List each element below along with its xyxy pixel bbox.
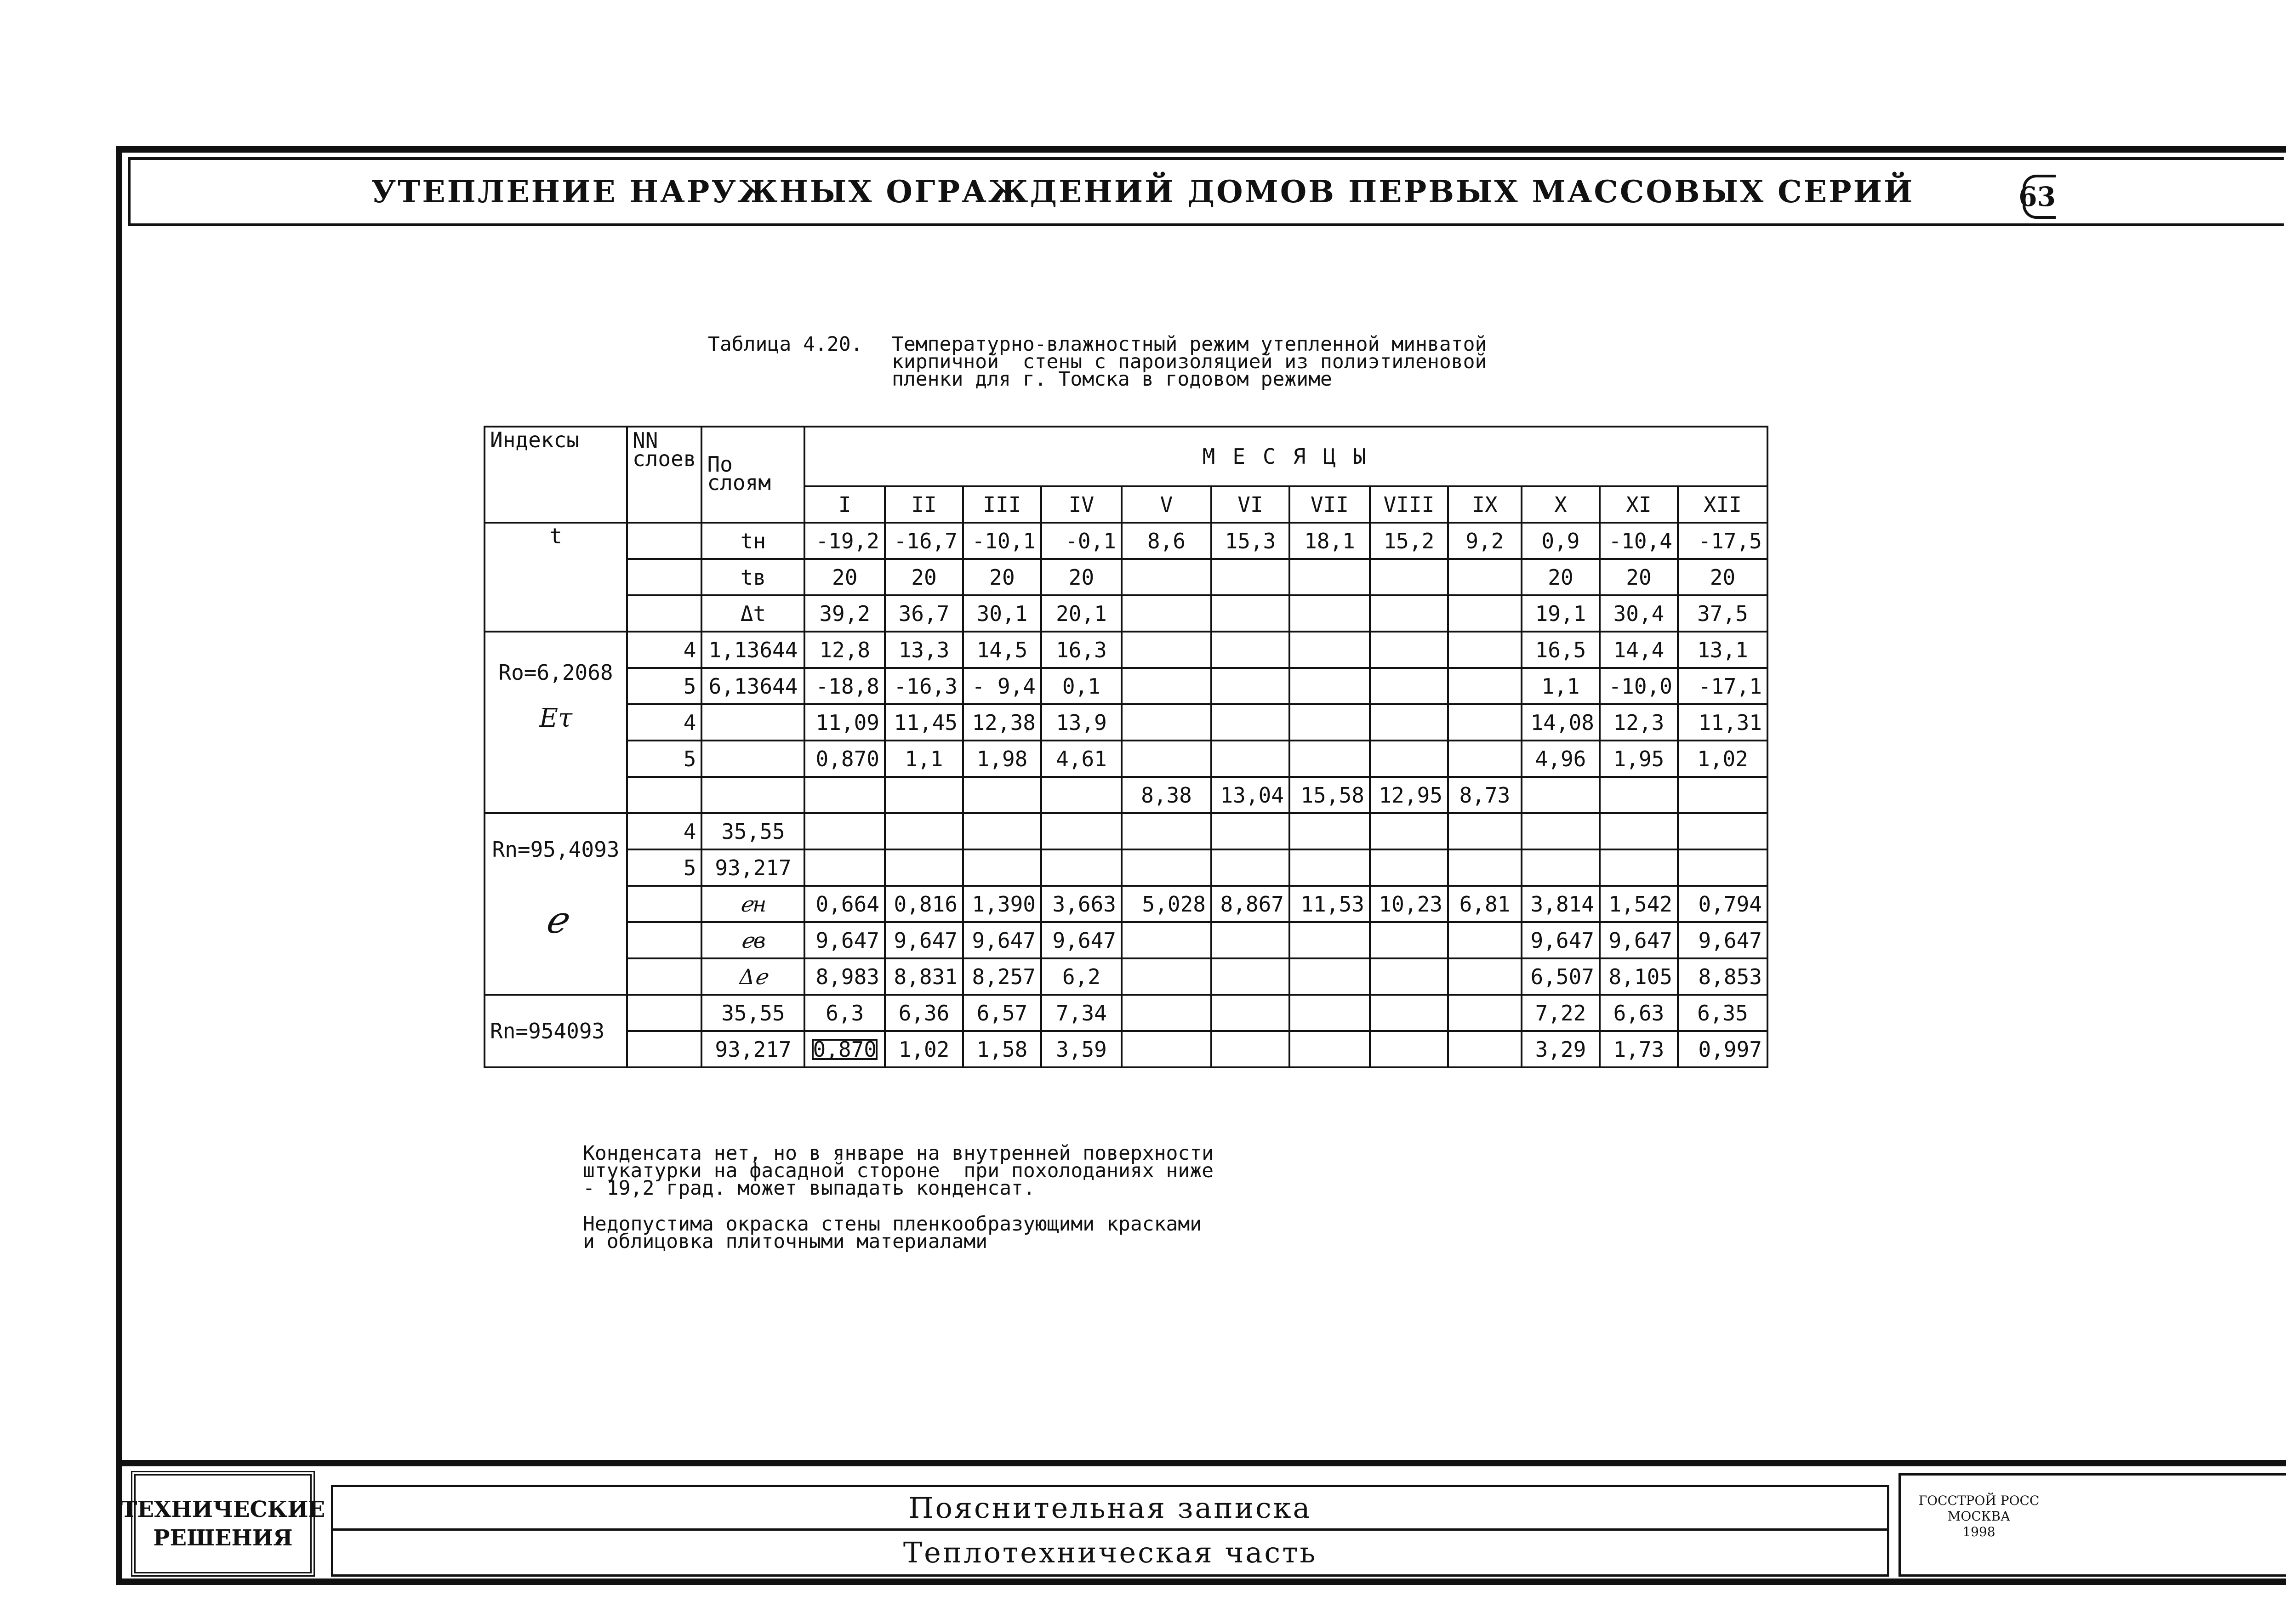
table-caption-label: Таблица 4.20. <box>708 333 863 356</box>
page-title: УТЕПЛЕНИЕ НАРУЖНЫХ ОГРАЖДЕНИЙ ДОМОВ ПЕРВЫХ МАССОВЫХ СЕРИЙ <box>371 174 1915 210</box>
tech-stamp-line1: ТЕХНИЧЕСКИЕ <box>120 1497 325 1522</box>
value-cell <box>1448 849 1522 886</box>
value-cell: 11,45 <box>885 704 963 741</box>
value-cell <box>1448 595 1522 632</box>
value-cell <box>1211 741 1289 777</box>
value-cell <box>1370 1031 1448 1067</box>
by-layer-cell <box>701 704 804 741</box>
table-row <box>485 741 1767 777</box>
value-cell <box>1289 704 1370 741</box>
value-cell: 30,4 <box>1600 595 1678 632</box>
value-cell: 20 <box>804 559 884 595</box>
header-by-line2: слоям <box>707 470 771 495</box>
value-cell: 1,02 <box>1678 741 1767 777</box>
data-table <box>484 426 1768 1068</box>
value-cell <box>1600 813 1678 849</box>
value-cell: 20 <box>1041 559 1122 595</box>
group-label: Eτ <box>539 703 572 733</box>
table-caption <box>708 333 1487 391</box>
value-cell <box>1211 849 1289 886</box>
value-cell <box>1289 559 1370 595</box>
value-cell: -0,1 <box>1041 523 1122 559</box>
group-label: Rn=954093 <box>490 1019 605 1043</box>
value-cell <box>1448 813 1522 849</box>
value-cell: 3,814 <box>1522 886 1600 922</box>
value-cell: 4,61 <box>1041 741 1122 777</box>
value-cell: -10,4 <box>1600 523 1678 559</box>
by-layer-cell <box>701 777 804 813</box>
month-header: VI <box>1211 486 1289 523</box>
value-cell: 8,6 <box>1122 523 1211 559</box>
by-layer-cell: 35,55 <box>701 995 804 1031</box>
by-layer-cell: tн <box>701 523 804 559</box>
header-title-box <box>128 157 2284 226</box>
value-cell: 11,31 <box>1678 704 1767 741</box>
value-cell: 8,853 <box>1678 958 1767 995</box>
month-header: II <box>885 486 963 523</box>
layer-cell: 4 <box>627 813 701 849</box>
value-cell: 8,983 <box>804 958 884 995</box>
value-cell: 8,831 <box>885 958 963 995</box>
value-cell: 1,98 <box>963 741 1041 777</box>
value-cell: -10,1 <box>963 523 1041 559</box>
value-cell <box>1448 668 1522 704</box>
value-cell: 9,647 <box>1600 922 1678 958</box>
value-cell <box>1122 559 1211 595</box>
value-cell <box>1211 704 1289 741</box>
by-layer-cell: 1,13644 <box>701 632 804 668</box>
footer-title-block <box>331 1485 1889 1577</box>
value-cell <box>1122 704 1211 741</box>
highlighted-value: 0,870 <box>810 1037 879 1062</box>
value-cell <box>1289 595 1370 632</box>
group-t <box>485 523 627 632</box>
tech-solutions-stamp <box>120 1471 325 1577</box>
note-painting <box>583 1213 1214 1253</box>
header-by-layers <box>701 427 804 523</box>
value-cell: - 9,4 <box>963 668 1041 704</box>
value-cell: 13,9 <box>1041 704 1122 741</box>
month-header: X <box>1522 486 1600 523</box>
value-cell: 7,34 <box>1041 995 1122 1031</box>
value-cell: 20 <box>963 559 1041 595</box>
value-cell <box>1522 849 1600 886</box>
value-cell: 19,1 <box>1522 595 1600 632</box>
value-cell: 1,1 <box>885 741 963 777</box>
value-cell <box>1122 958 1211 995</box>
value-cell: 6,36 <box>885 995 963 1031</box>
value-cell <box>963 813 1041 849</box>
table-row <box>485 886 1767 922</box>
value-cell: 5,028 <box>1122 886 1211 922</box>
value-cell: 20 <box>1678 559 1767 595</box>
value-cell <box>1522 813 1600 849</box>
by-layer-cell: Δℯ <box>701 958 804 995</box>
group-ro-e-tau <box>485 632 627 813</box>
value-cell <box>1448 995 1522 1031</box>
value-cell: 11,09 <box>804 704 884 741</box>
layer-cell <box>627 922 701 958</box>
value-cell: 12,38 <box>963 704 1041 741</box>
note-line: Недопустима окраска стены пленкообразующими красками <box>583 1213 1202 1236</box>
value-cell: 1,02 <box>885 1031 963 1067</box>
value-cell <box>1370 595 1448 632</box>
value-cell: -18,8 <box>804 668 884 704</box>
layer-cell <box>627 595 701 632</box>
value-cell <box>1211 559 1289 595</box>
value-cell <box>1211 958 1289 995</box>
value-cell <box>1122 813 1211 849</box>
layer-cell: 5 <box>627 741 701 777</box>
value-cell: 20 <box>1522 559 1600 595</box>
layer-cell <box>627 559 701 595</box>
value-cell <box>1370 668 1448 704</box>
value-cell <box>1122 632 1211 668</box>
value-cell <box>1041 849 1122 886</box>
value-cell: 0,997 <box>1678 1031 1767 1067</box>
value-cell <box>1448 958 1522 995</box>
value-cell: 15,2 <box>1370 523 1448 559</box>
value-cell <box>1370 849 1448 886</box>
header-by-line1: По <box>707 452 733 477</box>
value-cell <box>1289 1031 1370 1067</box>
value-cell <box>1122 595 1211 632</box>
value-cell: 0,794 <box>1678 886 1767 922</box>
month-header: V <box>1122 486 1211 523</box>
layer-cell: 4 <box>627 704 701 741</box>
value-cell: -16,7 <box>885 523 963 559</box>
value-cell <box>804 1031 884 1067</box>
value-cell <box>1211 595 1289 632</box>
value-cell: 37,5 <box>1678 595 1767 632</box>
value-cell <box>1448 922 1522 958</box>
value-cell <box>1370 559 1448 595</box>
value-cell: 0,1 <box>1041 668 1122 704</box>
table-caption-line3: пленки для г. Томска в годовом режиме <box>892 368 1332 391</box>
footer-title-thermal: Теплотехническая часть <box>903 1536 1317 1569</box>
table-row <box>485 922 1767 958</box>
by-layer-cell: ℯв <box>701 922 804 958</box>
table-row <box>485 559 1767 595</box>
group-rn-e <box>485 813 627 995</box>
value-cell <box>1289 958 1370 995</box>
value-cell <box>1041 813 1122 849</box>
note-line: штукатурки на фасадной стороне при похолоданиях ниже <box>583 1159 1214 1182</box>
group-label: Ro=6,2068 <box>498 660 613 685</box>
note-line: Конденсата нет, но в январе на внутренней поверхности <box>583 1142 1214 1165</box>
value-cell: 6,81 <box>1448 886 1522 922</box>
value-cell: 36,7 <box>885 595 963 632</box>
value-cell: 12,3 <box>1600 704 1678 741</box>
month-header: XII <box>1678 486 1767 523</box>
value-cell <box>1600 849 1678 886</box>
by-layer-cell <box>701 741 804 777</box>
value-cell: 1,95 <box>1600 741 1678 777</box>
value-cell: 6,3 <box>804 995 884 1031</box>
table-row <box>485 595 1767 632</box>
layer-cell <box>627 777 701 813</box>
value-cell: -16,3 <box>885 668 963 704</box>
value-cell: 9,647 <box>885 922 963 958</box>
layer-cell <box>627 523 701 559</box>
value-cell <box>963 777 1041 813</box>
header-indexes: Индексы <box>485 427 627 523</box>
value-cell: 12,95 <box>1370 777 1448 813</box>
table-caption-line2: кирпичной стены с пароизоляцией из полиэтиленовой <box>892 350 1487 373</box>
value-cell <box>804 777 884 813</box>
group-label: t <box>549 524 562 548</box>
table-row <box>485 777 1767 813</box>
value-cell: 39,2 <box>804 595 884 632</box>
org-city: МОСКВА <box>1947 1509 2011 1524</box>
value-cell: 9,647 <box>963 922 1041 958</box>
layer-cell <box>627 958 701 995</box>
value-cell: 9,647 <box>804 922 884 958</box>
value-cell: 8,38 <box>1122 777 1211 813</box>
value-cell <box>885 813 963 849</box>
value-cell <box>885 777 963 813</box>
value-cell: 16,3 <box>1041 632 1122 668</box>
value-cell <box>1211 922 1289 958</box>
month-header: VIII <box>1370 486 1448 523</box>
value-cell: 12,8 <box>804 632 884 668</box>
value-cell: 8,257 <box>963 958 1041 995</box>
value-cell: 7,22 <box>1522 995 1600 1031</box>
month-header: III <box>963 486 1041 523</box>
header-layers-line2: слоев <box>633 446 696 471</box>
value-cell <box>1122 849 1211 886</box>
value-cell: 1,1 <box>1522 668 1600 704</box>
group-label: Rn=95,4093 <box>492 837 620 862</box>
value-cell <box>1041 777 1122 813</box>
note-line: и облицовка плиточными материалами <box>583 1230 988 1253</box>
by-layer-cell: tв <box>701 559 804 595</box>
value-cell: 1,58 <box>963 1031 1041 1067</box>
value-cell: 20 <box>885 559 963 595</box>
value-cell: 18,1 <box>1289 523 1370 559</box>
table-row <box>485 704 1767 741</box>
value-cell: 14,4 <box>1600 632 1678 668</box>
value-cell: 6,35 <box>1678 995 1767 1031</box>
month-header: I <box>804 486 884 523</box>
value-cell: 13,04 <box>1211 777 1289 813</box>
note-line: - 19,2 град. может выпадать конденсат. <box>583 1177 1035 1200</box>
value-cell: 1,542 <box>1600 886 1678 922</box>
table-row <box>485 1031 1767 1067</box>
value-cell: 20,1 <box>1041 595 1122 632</box>
value-cell: 9,647 <box>1678 922 1767 958</box>
value-cell: 1,390 <box>963 886 1041 922</box>
value-cell <box>804 849 884 886</box>
value-cell <box>1370 632 1448 668</box>
value-cell <box>1211 668 1289 704</box>
layer-cell <box>627 1031 701 1067</box>
value-cell: 13,3 <box>885 632 963 668</box>
value-cell <box>1522 777 1600 813</box>
value-cell <box>1122 922 1211 958</box>
table-row <box>485 849 1767 886</box>
value-cell: 15,3 <box>1211 523 1289 559</box>
value-cell: 0,870 <box>804 741 884 777</box>
value-cell: 8,73 <box>1448 777 1522 813</box>
value-cell <box>1370 995 1448 1031</box>
value-cell: -17,1 <box>1678 668 1767 704</box>
value-cell: 16,5 <box>1522 632 1600 668</box>
value-cell <box>1448 632 1522 668</box>
value-cell: 15,58 <box>1289 777 1370 813</box>
value-cell: 10,23 <box>1370 886 1448 922</box>
header-layers <box>627 427 701 523</box>
value-cell <box>1370 704 1448 741</box>
org-name: ГОССТРОЙ РОСС <box>1918 1493 2040 1508</box>
tech-stamp-line2: РЕШЕНИЯ <box>153 1525 293 1551</box>
value-cell <box>1211 995 1289 1031</box>
value-cell: 6,507 <box>1522 958 1600 995</box>
month-header: XI <box>1600 486 1678 523</box>
value-cell <box>1122 668 1211 704</box>
header-months: МЕСЯЦЫ <box>804 427 1767 486</box>
value-cell <box>1448 1031 1522 1067</box>
value-cell <box>1370 741 1448 777</box>
month-header: IV <box>1041 486 1122 523</box>
value-cell: 20 <box>1600 559 1678 595</box>
value-cell <box>1678 777 1767 813</box>
by-layer-cell: Δt <box>701 595 804 632</box>
value-cell <box>1122 741 1211 777</box>
group-rn2 <box>485 995 627 1067</box>
value-cell <box>1211 632 1289 668</box>
layer-cell <box>627 886 701 922</box>
value-cell: 13,1 <box>1678 632 1767 668</box>
value-cell: 8,867 <box>1211 886 1289 922</box>
layer-cell <box>627 995 701 1031</box>
value-cell: 4,96 <box>1522 741 1600 777</box>
layer-cell: 5 <box>627 849 701 886</box>
table-row <box>485 995 1767 1031</box>
page-number: 63 <box>2023 175 2056 219</box>
value-cell: 0,9 <box>1522 523 1600 559</box>
layer-cell: 5 <box>627 668 701 704</box>
month-header: VII <box>1289 486 1370 523</box>
value-cell: 6,57 <box>963 995 1041 1031</box>
table-row <box>485 813 1767 849</box>
value-cell <box>963 849 1041 886</box>
table-row <box>485 523 1767 559</box>
value-cell: 9,2 <box>1448 523 1522 559</box>
value-cell: 6,63 <box>1600 995 1678 1031</box>
value-cell: 0,816 <box>885 886 963 922</box>
value-cell: 9,647 <box>1041 922 1122 958</box>
value-cell <box>804 813 884 849</box>
value-cell <box>1289 922 1370 958</box>
value-cell: -19,2 <box>804 523 884 559</box>
table-row <box>485 632 1767 668</box>
footer-title-explanatory: Пояснительная записка <box>333 1487 1887 1531</box>
value-cell: 9,647 <box>1522 922 1600 958</box>
value-cell <box>1289 995 1370 1031</box>
value-cell <box>1448 704 1522 741</box>
value-cell <box>1370 813 1448 849</box>
value-cell <box>1448 559 1522 595</box>
table-row <box>485 668 1767 704</box>
table-row <box>485 958 1767 995</box>
value-cell: 3,29 <box>1522 1031 1600 1067</box>
organization-block <box>1898 1473 2286 1577</box>
value-cell: 8,105 <box>1600 958 1678 995</box>
value-cell: 14,08 <box>1522 704 1600 741</box>
table-caption-line1: Температурно-влажностный режим утепленной минватой <box>892 333 1487 356</box>
value-cell: 3,663 <box>1041 886 1122 922</box>
org-year: 1998 <box>1962 1524 1995 1539</box>
value-cell <box>1289 813 1370 849</box>
by-layer-cell: 93,217 <box>701 849 804 886</box>
value-cell: -10,0 <box>1600 668 1678 704</box>
value-cell <box>1289 668 1370 704</box>
value-cell: 14,5 <box>963 632 1041 668</box>
by-layer-cell: 35,55 <box>701 813 804 849</box>
value-cell <box>1289 849 1370 886</box>
value-cell <box>1370 958 1448 995</box>
value-cell <box>1678 813 1767 849</box>
value-cell: 11,53 <box>1289 886 1370 922</box>
value-cell <box>1448 741 1522 777</box>
value-cell <box>1600 777 1678 813</box>
value-cell: 3,59 <box>1041 1031 1122 1067</box>
value-cell <box>1122 995 1211 1031</box>
month-header: IX <box>1448 486 1522 523</box>
value-cell <box>885 849 963 886</box>
value-cell <box>1289 741 1370 777</box>
value-cell: 0,664 <box>804 886 884 922</box>
layer-cell: 4 <box>627 632 701 668</box>
value-cell <box>1678 849 1767 886</box>
by-layer-cell: 6,13644 <box>701 668 804 704</box>
by-layer-cell: 93,217 <box>701 1031 804 1067</box>
value-cell <box>1370 922 1448 958</box>
value-cell <box>1211 813 1289 849</box>
notes <box>583 1142 1214 1269</box>
value-cell: -17,5 <box>1678 523 1767 559</box>
group-label: ℯ <box>545 899 567 941</box>
value-cell: 1,73 <box>1600 1031 1678 1067</box>
header-layers-line1: NN <box>633 428 658 453</box>
value-cell: 6,2 <box>1041 958 1122 995</box>
value-cell <box>1289 632 1370 668</box>
value-cell <box>1122 1031 1211 1067</box>
by-layer-cell: ℯн <box>701 886 804 922</box>
value-cell: 30,1 <box>963 595 1041 632</box>
note-condensate <box>583 1142 1214 1200</box>
value-cell <box>1211 1031 1289 1067</box>
